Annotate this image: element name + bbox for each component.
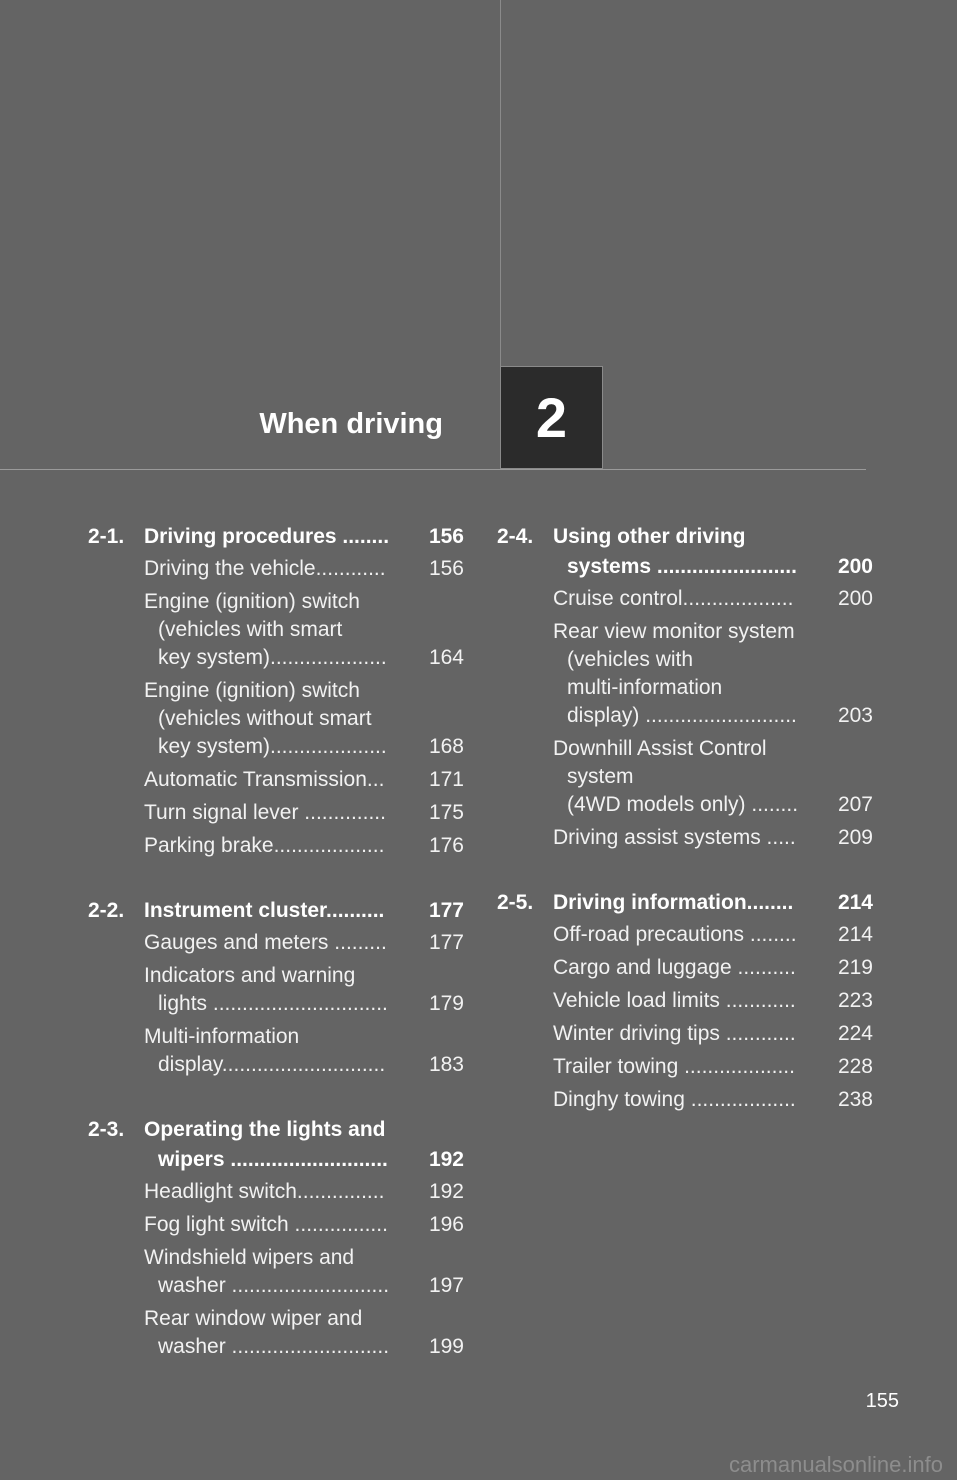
- toc-section: [88, 1115, 464, 1361]
- section-page-number: 192: [428, 1148, 464, 1171]
- entry-page-number: 197: [428, 1274, 464, 1297]
- entry-title: [144, 962, 412, 1018]
- toc-entry[interactable]: [553, 824, 873, 852]
- entry-title-line: system: [567, 765, 634, 788]
- toc-section: [88, 896, 464, 1079]
- entry-title-line: (vehicles with smart: [158, 618, 343, 641]
- entry-page-number: 214: [837, 923, 873, 946]
- entry-title-line: Dinghy towing ..................: [553, 1088, 796, 1111]
- entry-title: [144, 1244, 412, 1300]
- toc-entry[interactable]: [553, 921, 873, 949]
- section-page-number: 200: [837, 555, 873, 578]
- entry-title-line: display) ..........................: [567, 704, 797, 727]
- section-title: [144, 1115, 412, 1175]
- toc-entry[interactable]: [144, 555, 464, 583]
- toc-entry[interactable]: [553, 1086, 873, 1114]
- entry-title-line: Gauges and meters .........: [144, 931, 387, 954]
- entry-title: [144, 677, 412, 761]
- toc-entry[interactable]: [144, 1211, 464, 1239]
- section-title: [553, 888, 821, 918]
- entry-title-line: Indicators and warning: [144, 964, 356, 987]
- entry-title-line: Cargo and luggage ..........: [553, 956, 796, 979]
- entry-title: [144, 1211, 412, 1239]
- section-title-line: Driving information........: [553, 891, 794, 914]
- entry-page-number: 228: [837, 1055, 873, 1078]
- section-title-line: Instrument cluster..........: [144, 899, 385, 922]
- entry-title-line: (vehicles with: [567, 648, 694, 671]
- entry-title: [553, 921, 821, 949]
- section-heading[interactable]: [88, 896, 464, 926]
- entry-page-number: 171: [428, 768, 464, 791]
- entry-title: [144, 832, 412, 860]
- entry-title-line: Vehicle load limits ............: [553, 989, 796, 1012]
- toc-entry[interactable]: [144, 832, 464, 860]
- entry-title-line: Downhill Assist Control: [553, 737, 767, 760]
- entry-page-number: 192: [428, 1180, 464, 1203]
- section-number: 2-2.: [88, 899, 125, 922]
- toc-section: [88, 522, 464, 860]
- entry-page-number: 183: [428, 1053, 464, 1076]
- entry-title-line: multi-information: [567, 676, 723, 699]
- toc-entry[interactable]: [553, 987, 873, 1015]
- entry-page-number: 200: [837, 587, 873, 610]
- entry-page-number: 168: [428, 735, 464, 758]
- entry-title: [144, 555, 412, 583]
- toc-entry[interactable]: [144, 677, 464, 761]
- entry-title: [553, 735, 821, 819]
- entry-page-number: 177: [428, 931, 464, 954]
- entry-title-line: key system)....................: [158, 646, 387, 669]
- entry-page-number: 175: [428, 801, 464, 824]
- entry-page-number: 156: [428, 557, 464, 580]
- section-title-line: Operating the lights and: [144, 1118, 386, 1141]
- entry-title-line: Rear window wiper and: [144, 1307, 363, 1330]
- entry-title-line: Driving the vehicle............: [144, 557, 386, 580]
- entry-title-line: Engine (ignition) switch: [144, 590, 360, 613]
- entry-page-number: 176: [428, 834, 464, 857]
- entry-title: [553, 1086, 821, 1114]
- entry-page-number: 179: [428, 992, 464, 1015]
- section-title-line: Using other driving: [553, 525, 746, 548]
- toc-entry[interactable]: [144, 1178, 464, 1206]
- entry-title: [144, 1305, 412, 1361]
- entry-title-line: Cruise control...................: [553, 587, 794, 610]
- section-page-number: 177: [428, 899, 464, 922]
- entry-title-line: Automatic Transmission...: [144, 768, 385, 791]
- toc-entry[interactable]: [553, 954, 873, 982]
- toc-entry[interactable]: [144, 1023, 464, 1079]
- watermark: carmanualsonline.info: [728, 1452, 943, 1477]
- entry-page-number: 196: [428, 1213, 464, 1236]
- entry-title: [553, 1053, 821, 1081]
- section-title: [144, 896, 412, 926]
- section-heading[interactable]: [497, 888, 873, 918]
- entry-page-number: 224: [837, 1022, 873, 1045]
- section-heading[interactable]: [88, 522, 464, 552]
- entry-title-line: key system)....................: [158, 735, 387, 758]
- entry-title: [553, 1020, 821, 1048]
- toc-entry[interactable]: [553, 618, 873, 730]
- toc-entry[interactable]: [144, 1305, 464, 1361]
- page-number: 155: [865, 1390, 899, 1412]
- entry-page-number: 209: [837, 826, 873, 849]
- section-number: 2-4.: [497, 525, 534, 548]
- entry-title-line: Windshield wipers and: [144, 1246, 355, 1269]
- entry-title-line: Headlight switch...............: [144, 1180, 385, 1203]
- entry-title: [144, 766, 412, 794]
- entry-title: [144, 1178, 412, 1206]
- entry-title-line: (4WD models only) ........: [567, 793, 799, 816]
- toc-entry[interactable]: [553, 585, 873, 613]
- entry-title-line: Engine (ignition) switch: [144, 679, 360, 702]
- section-heading[interactable]: [88, 1115, 464, 1175]
- entry-title: [144, 588, 412, 672]
- entry-title-line: Trailer towing ...................: [553, 1055, 795, 1078]
- section-number: 2-1.: [88, 525, 125, 548]
- toc-entry[interactable]: [144, 1244, 464, 1300]
- chapter-divider-horizontal: [0, 469, 866, 470]
- entry-title-line: washer ...........................: [158, 1335, 390, 1358]
- entry-page-number: 219: [837, 956, 873, 979]
- toc-entry[interactable]: [144, 799, 464, 827]
- chapter-number-tab: 2: [500, 366, 603, 469]
- entry-page-number: 199: [428, 1335, 464, 1358]
- entry-title-line: display............................: [158, 1053, 386, 1076]
- section-title: [553, 522, 821, 582]
- entry-page-number: 223: [837, 989, 873, 1012]
- chapter-title: When driving: [259, 408, 443, 440]
- entry-page-number: 203: [837, 704, 873, 727]
- section-page-number: 156: [428, 525, 464, 548]
- section-page-number: 214: [837, 891, 873, 914]
- section-title-line: Driving procedures ........: [144, 525, 390, 548]
- toc-entry[interactable]: [144, 588, 464, 672]
- entry-title: [144, 799, 412, 827]
- entry-title-line: lights ..............................: [158, 992, 388, 1015]
- entry-page-number: 238: [837, 1088, 873, 1111]
- toc-entry[interactable]: [144, 929, 464, 957]
- entry-title: [144, 929, 412, 957]
- entry-title-line: Driving assist systems .....: [553, 826, 796, 849]
- entry-title: [553, 824, 821, 852]
- section-heading[interactable]: [497, 522, 873, 582]
- entry-title: [553, 954, 821, 982]
- entry-title-line: Rear view monitor system: [553, 620, 795, 643]
- entry-title-line: Off-road precautions ........: [553, 923, 797, 946]
- section-number: 2-5.: [497, 891, 534, 914]
- toc-section: [497, 522, 873, 852]
- toc-entry[interactable]: [553, 1020, 873, 1048]
- entry-title: [553, 987, 821, 1015]
- toc-right-column: [497, 522, 873, 1150]
- entry-title: [553, 618, 821, 730]
- entry-title-line: Parking brake...................: [144, 834, 385, 857]
- entry-title-line: Turn signal lever ..............: [144, 801, 386, 824]
- toc-entry[interactable]: [553, 735, 873, 819]
- section-title-line: wipers ...........................: [158, 1148, 388, 1171]
- section-title: [144, 522, 412, 552]
- toc-entry[interactable]: [553, 1053, 873, 1081]
- toc-left-column: [88, 522, 464, 1397]
- toc-entry[interactable]: [144, 766, 464, 794]
- entry-title-line: Multi-information: [144, 1025, 300, 1048]
- entry-page-number: 207: [837, 793, 873, 816]
- entry-title: [144, 1023, 412, 1079]
- entry-title-line: washer ...........................: [158, 1274, 390, 1297]
- entry-title: [553, 585, 821, 613]
- entry-page-number: 164: [428, 646, 464, 669]
- entry-title-line: Fog light switch ................: [144, 1213, 388, 1236]
- entry-title-line: (vehicles without smart: [158, 707, 372, 730]
- section-number: 2-3.: [88, 1118, 125, 1141]
- entry-title-line: Winter driving tips ............: [553, 1022, 796, 1045]
- toc-entry[interactable]: [144, 962, 464, 1018]
- toc-section: [497, 888, 873, 1114]
- section-title-line: systems ........................: [567, 555, 797, 578]
